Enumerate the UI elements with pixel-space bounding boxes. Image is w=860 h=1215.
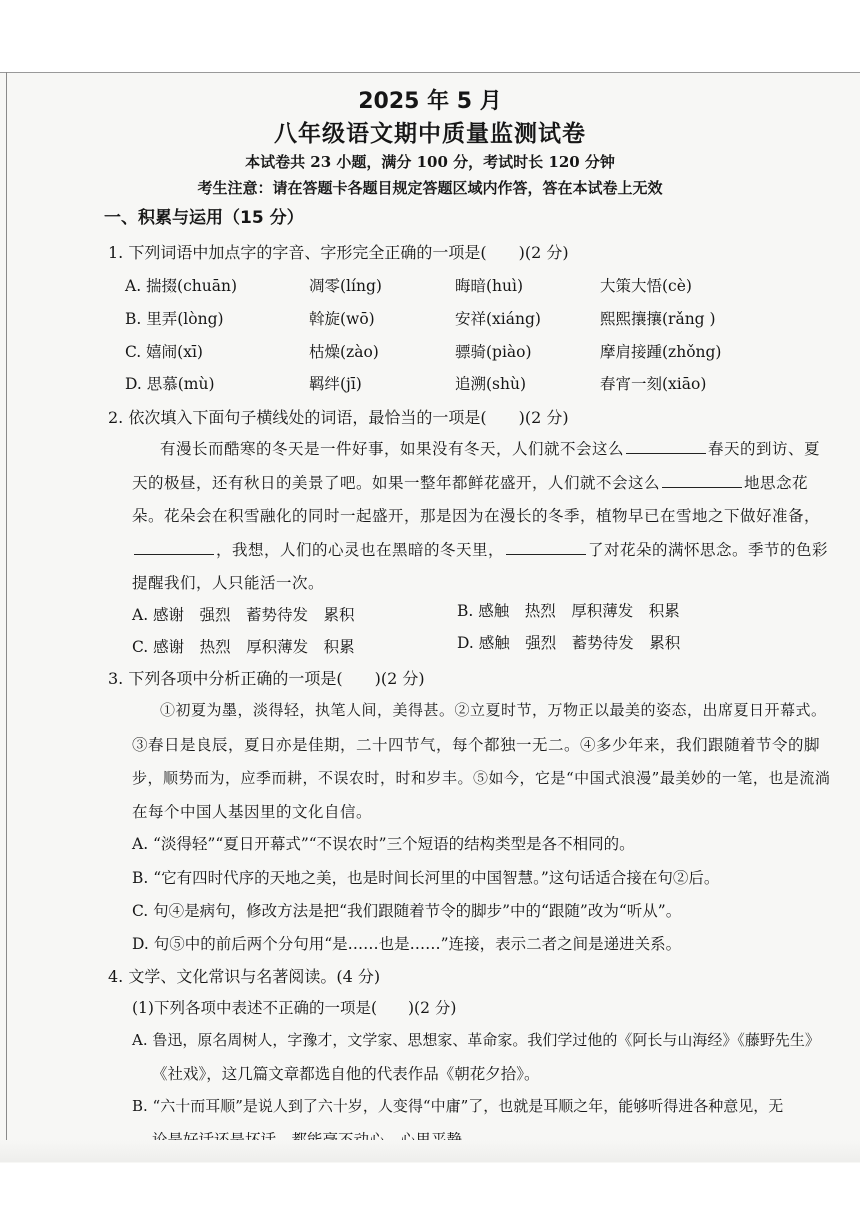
- q1-option: B. 里弄(lòng): [125, 310, 224, 328]
- q2-passage-line: 提醒我们，人只能活一次。: [132, 574, 325, 592]
- q3-passage-line: ①初夏为墨，淡得轻，执笔人间，美得甚。②立夏时节，万物正以最美的姿态，出席夏日开幕式。: [160, 701, 827, 719]
- q2-option-c: C. 感谢 热烈 厚积薄发 积累: [132, 638, 355, 656]
- q1-option: 春宵一刻(xiāo): [600, 375, 707, 393]
- q4-option-a-line2: 《社戏》，这几篇文章都选自他的代表作品《朝花夕拾》。: [152, 1065, 540, 1083]
- q3-option-b: B. “它有四时代序的天地之美，也是时间长河里的中国智慧。”这句话适合接在句②后。: [132, 869, 720, 887]
- answer-blank: [134, 540, 214, 555]
- q1-option: 凋零(líng): [309, 277, 382, 295]
- question-3-stem: 3. 下列各项中分析正确的一项是( )(2 分): [108, 669, 425, 688]
- q2-text: 有漫长而酷寒的冬天是一件好事，如果没有冬天，人们就不会这么: [160, 440, 625, 458]
- q1-option: 熙熙攘攘(rǎng ): [600, 310, 716, 328]
- question-2-stem: 2. 依次填入下面句子横线处的词语，最恰当的一项是( )(2 分): [108, 408, 569, 427]
- page-edge-line: [6, 72, 7, 1162]
- q3-option-c: C. 句④是病句，修改方法是把“我们跟随着节令的脚步”中的“跟随”改为“听从”。: [132, 902, 682, 920]
- answer-blank: [506, 540, 586, 555]
- q2-text: 了对花朵的满怀思念。季节的色彩: [588, 541, 829, 559]
- q1-option: 安祥(xiáng): [455, 310, 541, 328]
- question-4-stem: 4. 文学、文化常识与名著阅读。(4 分): [108, 967, 381, 986]
- exam-date: 2025 年 5 月: [358, 89, 502, 114]
- q1-option: C. 嬉闹(xī): [125, 343, 203, 361]
- q1-option: 斡旋(wō): [309, 310, 375, 328]
- q1-option: 晦暗(huì): [455, 277, 524, 295]
- q2-passage-line: [132, 538, 832, 560]
- q2-text: 地思念花: [744, 474, 809, 492]
- exam-subtitle: 本试卷共 23 小题，满分 100 分，考试时长 120 分钟: [245, 153, 615, 171]
- q1-option: A. 揣掇(chuān): [125, 277, 238, 295]
- q4-option-a-line1: A. 鲁迅，原名周树人，字豫才，文学家、思想家、革命家。我们学过他的《阿长与山海经》《藤野先生》: [132, 1031, 820, 1049]
- q2-text: 春天的到访、夏: [708, 440, 821, 458]
- q2-text: 天的极昼，还有秋日的美景了吧。如果一整年都鲜花盛开，人们就不会这么: [132, 474, 661, 492]
- q2-option-d: D. 感触 强烈 蓄势待发 累积: [457, 634, 681, 652]
- q1-option: 追溯(shù): [455, 375, 527, 393]
- q2-passage-line: [132, 471, 832, 493]
- q3-passage-line: ③春日是良辰，夏日亦是佳期，二十四节气，每个都独一无二。④多少年来，我们跟随着节令的脚: [132, 736, 821, 754]
- q2-passage-line: [160, 437, 860, 459]
- q3-option-a: A. “淡得轻”“夏日开幕式”“不误农时”三个短语的结构类型是各不相同的。: [132, 835, 635, 853]
- exam-title: 八年级语文期中质量监测试卷: [274, 121, 586, 147]
- q3-passage-line: 在每个中国人基因里的文化自信。: [132, 803, 373, 821]
- q3-passage-line: 步，顺势而为，应季而耕，不误农时，时和岁丰。⑤如今，它是“中国式浪漫”最美妙的一笔，也是流淌: [132, 769, 831, 787]
- question-1-stem: 1. 下列词语中加点字的字音、字形完全正确的一项是( )(2 分): [108, 243, 569, 262]
- q3-option-d: D. 句⑤中的前后两个分句用“是……也是……”连接，表示二者之间是递进关系。: [132, 935, 682, 953]
- q2-option-a: A. 感谢 强烈 蓄势待发 累积: [132, 606, 355, 624]
- scan-bottom-edge: [0, 1140, 860, 1162]
- q1-option: 枯燥(zào): [309, 343, 379, 361]
- q1-option: 骠骑(piào): [455, 343, 532, 361]
- q2-passage-line: 朵。花朵会在积雪融化的同时一起盛开，那是因为在漫长的冬季，植物早已在雪地之下做好准备，: [132, 507, 821, 525]
- q1-option: D. 思慕(mù): [125, 375, 215, 393]
- q1-option: 大策大悟(cè): [600, 277, 692, 295]
- q2-option-b: B. 感触 热烈 厚积薄发 积累: [457, 602, 680, 620]
- q4-option-b-line1: B. “六十而耳顺”是说人到了六十岁，人变得“中庸”了，也就是耳顺之年，能够听得进各种意见，无: [132, 1097, 784, 1115]
- q2-text: ，我想，人们的心灵也在黑暗的冬天里，: [216, 541, 505, 559]
- q4-subquestion-1: (1)下列各项中表述不正确的一项是( )(2 分): [132, 999, 457, 1017]
- q1-option: 羁绊(jī): [309, 375, 362, 393]
- q1-option: 摩肩接踵(zhǒng): [600, 343, 722, 361]
- answer-blank: [626, 439, 706, 454]
- answer-blank: [662, 473, 742, 488]
- section-heading: 一、积累与运用（15 分）: [104, 208, 304, 228]
- exam-notice: 考生注意：请在答题卡各题目规定答题区域内作答，答在本试卷上无效: [197, 179, 663, 197]
